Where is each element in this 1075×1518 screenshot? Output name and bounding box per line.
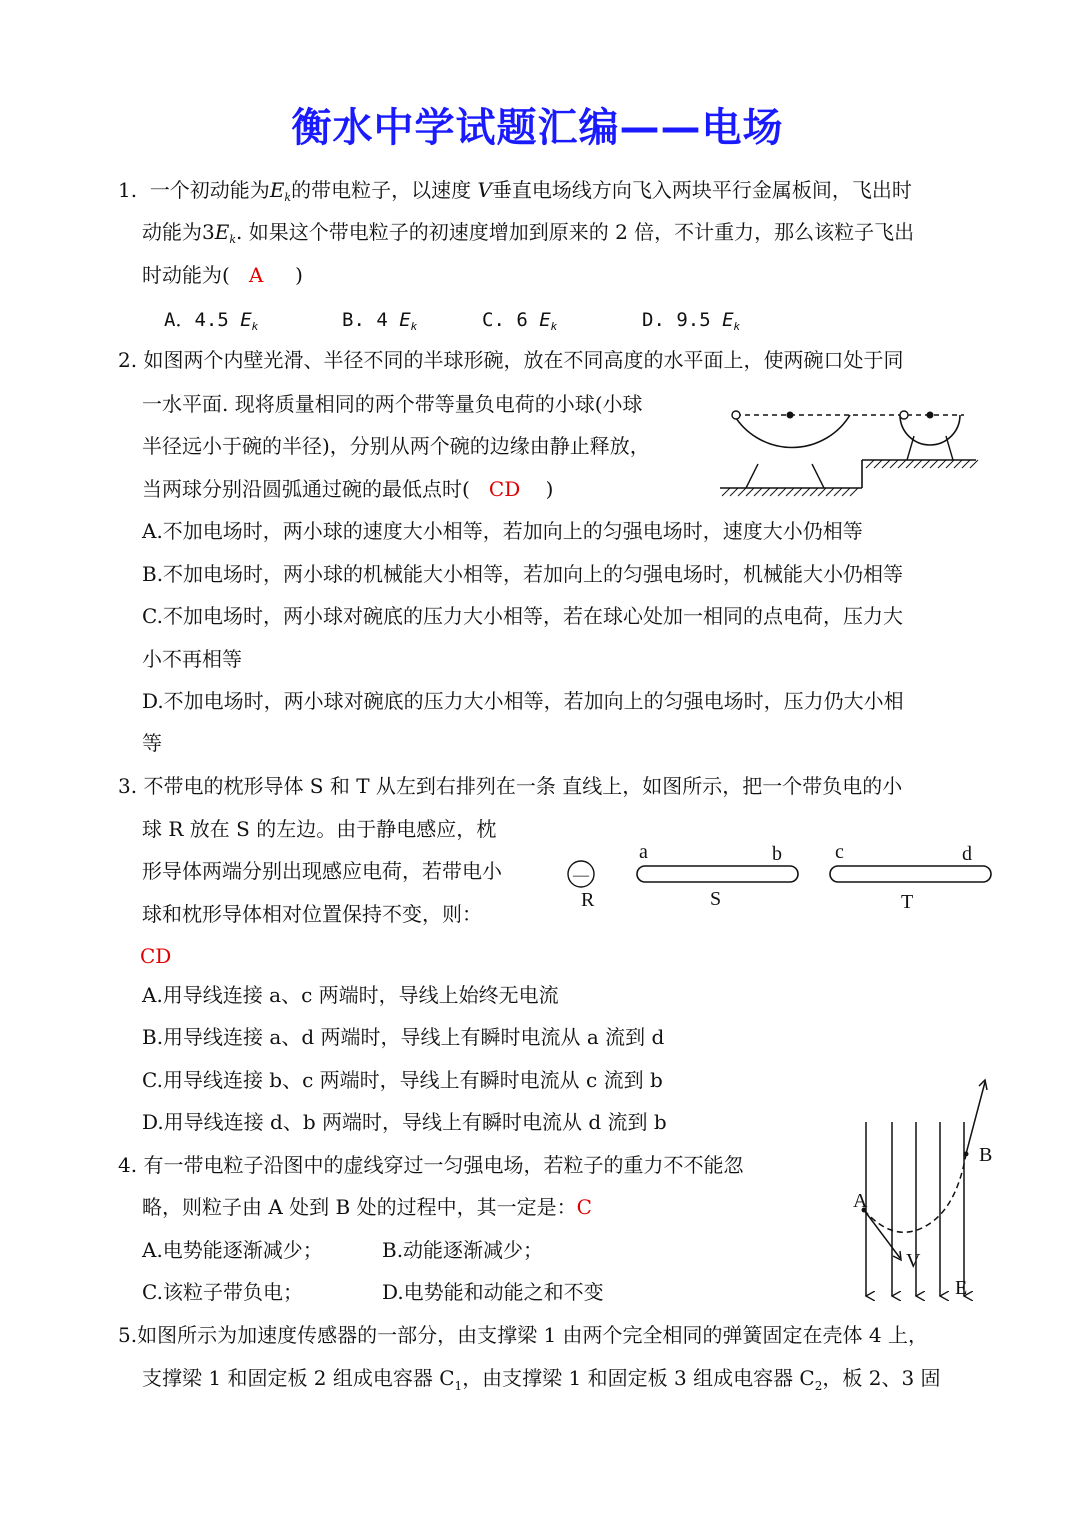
q2-option-d-line-1: D.不加电场时，两小球对碗底的压力大小相等，若加向上的匀强电场时，压力仍大小相 (142, 689, 904, 713)
label-b: b (772, 843, 782, 865)
q2-option-c-line-1: C.不加电场时，两小球对碗底的压力大小相等，若在球心处加一相同的点电荷，压力大 (142, 604, 903, 628)
q2-line-4: 当两球分别沿圆弧通过碗的最低点时( CD ) (142, 477, 554, 501)
conductors-figure (560, 836, 1000, 916)
q1-option-a: A．4.5 $E_k$ (164, 309, 259, 333)
q2-line-1: 2. 如图两个内壁光滑、半径不同的半球形碗，放在不同高度的水平面上，使两碗口处于同 (118, 348, 904, 372)
q3-line-1: 3. 不带电的枕形导体 S 和 T 从左到右排列在一条 直线上，如图所示，把一个带负电的小 (118, 774, 903, 798)
q1-option-c: C. 6 $E_k$ (482, 309, 558, 333)
q2-answer: CD (488, 477, 521, 501)
q3-option-a: A.用导线连接 a、c 两端时，导线上始终无电流 (142, 983, 559, 1007)
label-V: V (906, 1250, 921, 1272)
q4-option-b: B.动能逐渐减少； (382, 1238, 544, 1262)
q1-line-3: 时动能为( A ) (142, 263, 303, 287)
q3-option-d: D.用导线连接 d、b 两端时，导线上有瞬时电流从 d 流到 b (142, 1110, 667, 1134)
label-B: B (979, 1144, 993, 1166)
q1-option-b: B. 4 $E_k$ (342, 309, 418, 333)
q1-option-d: D. 9.5 $E_k$ (642, 309, 741, 333)
q2-option-b: B.不加电场时，两小球的机械能大小相等，若加向上的匀强电场时，机械能大小仍相等 (142, 562, 904, 586)
q3-option-c: C.用导线连接 b、c 两端时，导线上有瞬时电流从 c 流到 b (142, 1068, 663, 1092)
q3-option-b: B.用导线连接 a、d 两端时，导线上有瞬时电流从 a 流到 d (142, 1025, 665, 1049)
q2-line-3: 半径远小于碗的半径)，分别从两个碗的边缘由静止释放， (142, 434, 650, 458)
label-S: S (710, 888, 722, 910)
q5-line-2: 支撑梁 1 和固定板 2 组成电容器 $C_1$，由支撑梁 1 和固定板 3 组成电容器 $C_2$，板 2、3 固 (142, 1366, 941, 1393)
q2-option-a: A.不加电场时，两小球的速度大小相等，若加向上的匀强电场时，速度大小仍相等 (142, 519, 863, 543)
q4-line-2: 略，则粒子由 A 处到 B 处的过程中，其一定是：C (142, 1195, 592, 1219)
q1-line-1: 1. 一个初动能为$E_k$的带电粒子，以速度 V垂直电场线方向飞入两块平行金属板间，飞出时 (118, 178, 912, 204)
label-d: d (962, 843, 972, 865)
q4-option-c: C.该粒子带负电； (142, 1280, 303, 1304)
q2-option-c-line-2: 小不再相等 (142, 647, 242, 671)
q1-line-2: 动能为$3E_k$. 如果这个带电粒子的初速度增加到原来的 2 倍，不计重力，那么该粒子飞出 (142, 220, 915, 246)
label-a: a (639, 841, 648, 863)
q5-line-1: 5.如图所示为加速度传感器的一部分，由支撑梁 1 由两个完全相同的弹簧固定在壳体 4 上， (118, 1323, 928, 1347)
q3-line-4: 球和枕形导体相对位置保持不变，则： (142, 902, 482, 926)
label-R: R (581, 889, 595, 911)
q4-answer: C (576, 1195, 592, 1219)
q4-option-d: D.电势能和动能之和不变 (382, 1280, 604, 1304)
q2-line-2: 一水平面. 现将质量相同的两个带等量负电荷的小球(小球 (142, 392, 643, 416)
q1-number: 1. (118, 178, 138, 202)
q3-answer: CD (140, 944, 172, 968)
q3-line-2: 球 R 放在 S 的左边。由于静电感应，枕 (142, 817, 497, 841)
field-figure (840, 1070, 1000, 1310)
q4-line-1: 4. 有一带电粒子沿图中的虚线穿过一匀强电场，若粒子的重力不不能忽 (118, 1153, 744, 1177)
charge-minus-sign: — (573, 867, 589, 884)
label-E: E (955, 1277, 968, 1299)
label-T: T (901, 891, 914, 913)
bowls-figure (714, 404, 984, 504)
q4-option-a: A.电势能逐渐减少； (142, 1238, 323, 1262)
q2-option-d-line-2: 等 (142, 731, 162, 755)
q3-line-3: 形导体两端分别出现感应电荷，若带电小 (142, 859, 502, 883)
label-c: c (835, 841, 844, 863)
page-title: 衡水中学试题汇编——电场 (291, 105, 784, 151)
q1-answer: A (248, 263, 264, 287)
label-A: A (853, 1190, 868, 1212)
